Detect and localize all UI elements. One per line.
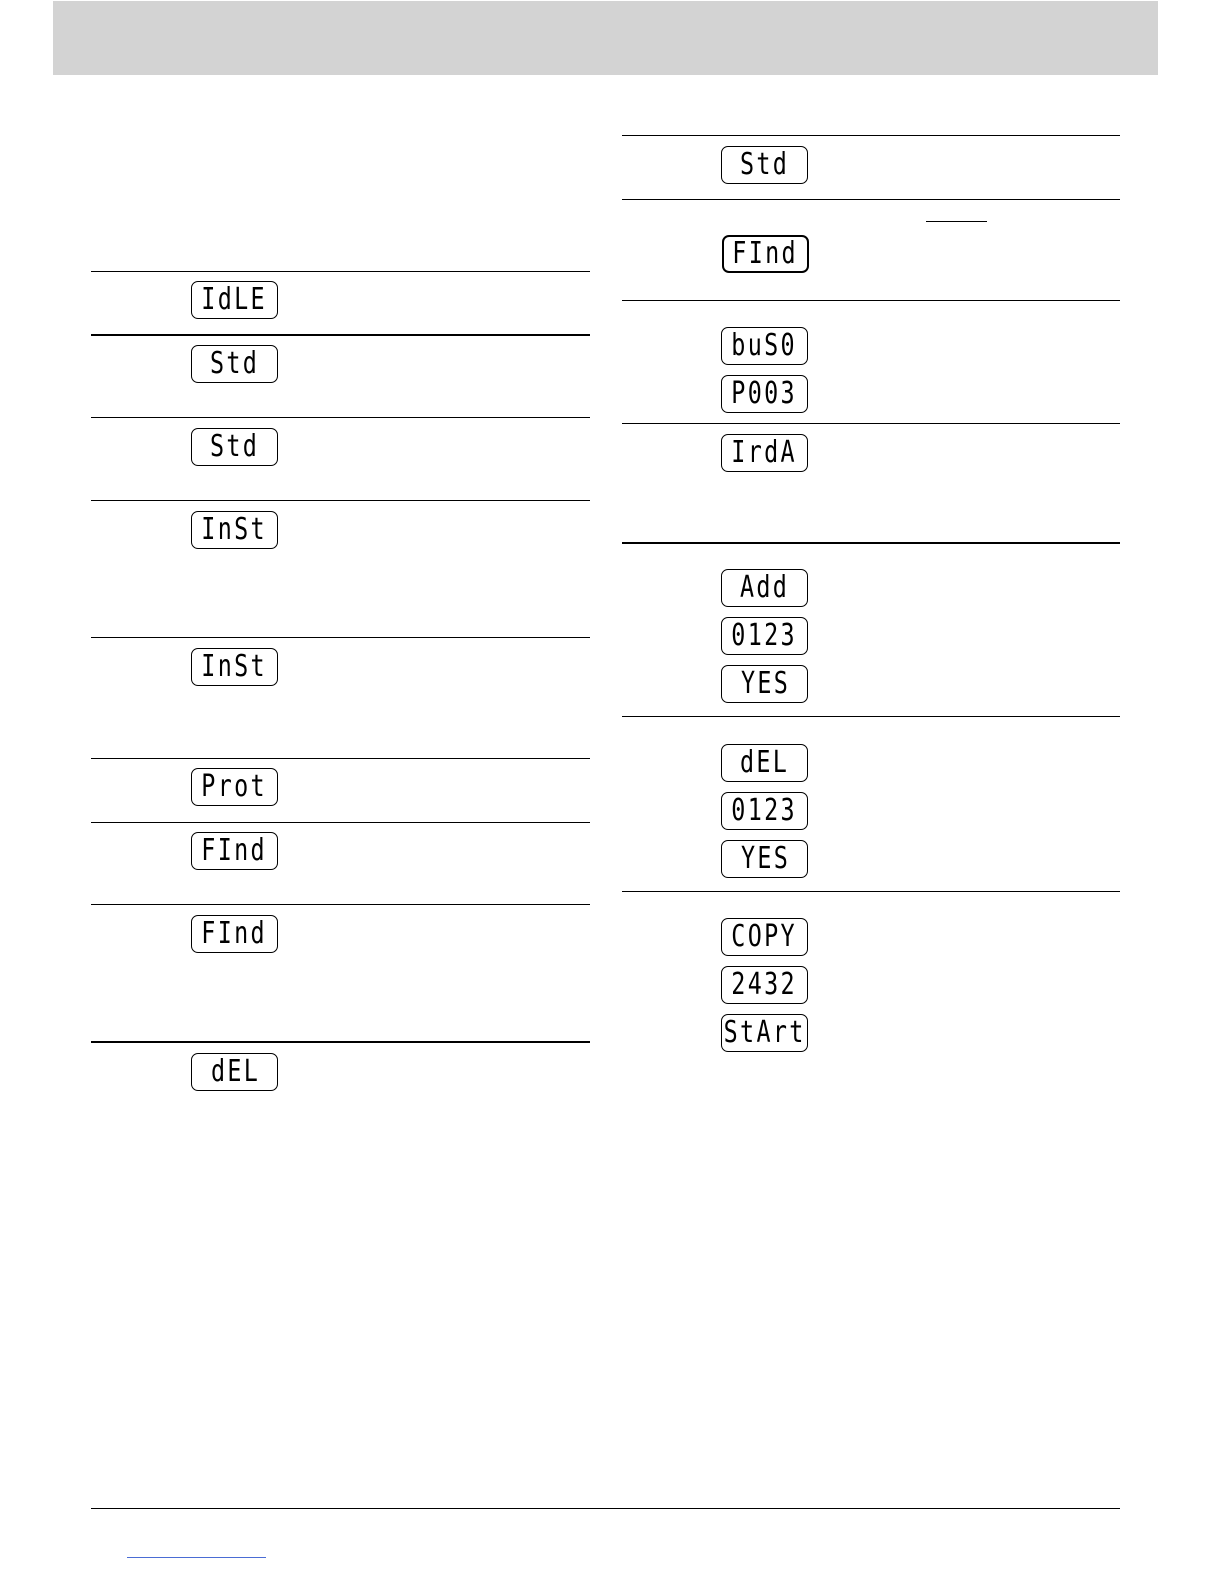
lcd-display-find	[191, 832, 278, 870]
lcd-display-del	[721, 744, 808, 782]
lcd-text: InSt	[201, 512, 268, 547]
lcd-text: 0123	[731, 618, 798, 653]
divider	[91, 822, 590, 823]
lcd-text: YES	[740, 841, 791, 876]
lcd-display-bus	[721, 327, 808, 365]
lcd-text: FInd	[732, 236, 799, 271]
lcd-text: P003	[731, 376, 798, 411]
lcd-text: Std	[209, 346, 260, 381]
lcd-text: FInd	[201, 833, 268, 868]
lcd-display-std	[721, 146, 808, 184]
lcd-display-0123	[721, 792, 808, 830]
lcd-display-prot	[191, 768, 278, 806]
footer-divider	[91, 1508, 1120, 1509]
lcd-text: dEL	[210, 1054, 261, 1089]
lcd-text: Std	[739, 147, 790, 182]
divider	[91, 271, 590, 272]
header-bar	[53, 1, 1158, 75]
lcd-display-inst	[191, 648, 278, 686]
lcd-text: StArt	[723, 1015, 806, 1050]
divider	[91, 500, 590, 501]
lcd-text: buS0	[731, 328, 798, 363]
divider	[622, 542, 1120, 544]
lcd-display-0123	[721, 617, 808, 655]
lcd-display-copy	[721, 918, 808, 956]
divider	[91, 758, 590, 759]
lcd-text: YES	[740, 666, 791, 701]
divider	[91, 334, 590, 336]
lcd-text: COPY	[731, 919, 798, 954]
divider	[622, 300, 1120, 301]
lcd-text: Add	[739, 570, 790, 605]
lcd-text: Std	[209, 429, 260, 464]
lcd-text: FInd	[201, 916, 268, 951]
lcd-text: dEL	[739, 745, 790, 780]
divider	[622, 199, 1120, 200]
underline-mark	[926, 221, 987, 222]
lcd-display-yes	[721, 840, 808, 878]
divider	[91, 417, 590, 418]
divider	[91, 1041, 590, 1043]
divider	[622, 135, 1120, 136]
lcd-text: Prot	[201, 769, 268, 804]
lcd-display-del	[191, 1053, 278, 1091]
lcd-text: IrdA	[731, 435, 798, 470]
divider	[91, 637, 590, 638]
lcd-text: InSt	[201, 649, 268, 684]
lcd-display-yes	[721, 665, 808, 703]
lcd-display-start	[721, 1014, 808, 1052]
divider	[622, 423, 1120, 424]
divider	[622, 891, 1120, 892]
divider	[91, 904, 590, 905]
lcd-display-find	[191, 915, 278, 953]
divider	[622, 716, 1120, 717]
lcd-display-irda	[721, 434, 808, 472]
footer-link-underline[interactable]	[127, 1557, 266, 1558]
lcd-display-find	[722, 235, 809, 273]
lcd-display-add	[721, 569, 808, 607]
lcd-display-std	[191, 428, 278, 466]
lcd-display-inst	[191, 511, 278, 549]
lcd-text: IdLE	[201, 282, 268, 317]
lcd-text: 0123	[731, 793, 798, 828]
lcd-display-idle	[191, 281, 278, 319]
lcd-display-2432	[721, 966, 808, 1004]
lcd-display-p003	[721, 375, 808, 413]
lcd-display-std	[191, 345, 278, 383]
lcd-text: 2432	[731, 967, 798, 1002]
